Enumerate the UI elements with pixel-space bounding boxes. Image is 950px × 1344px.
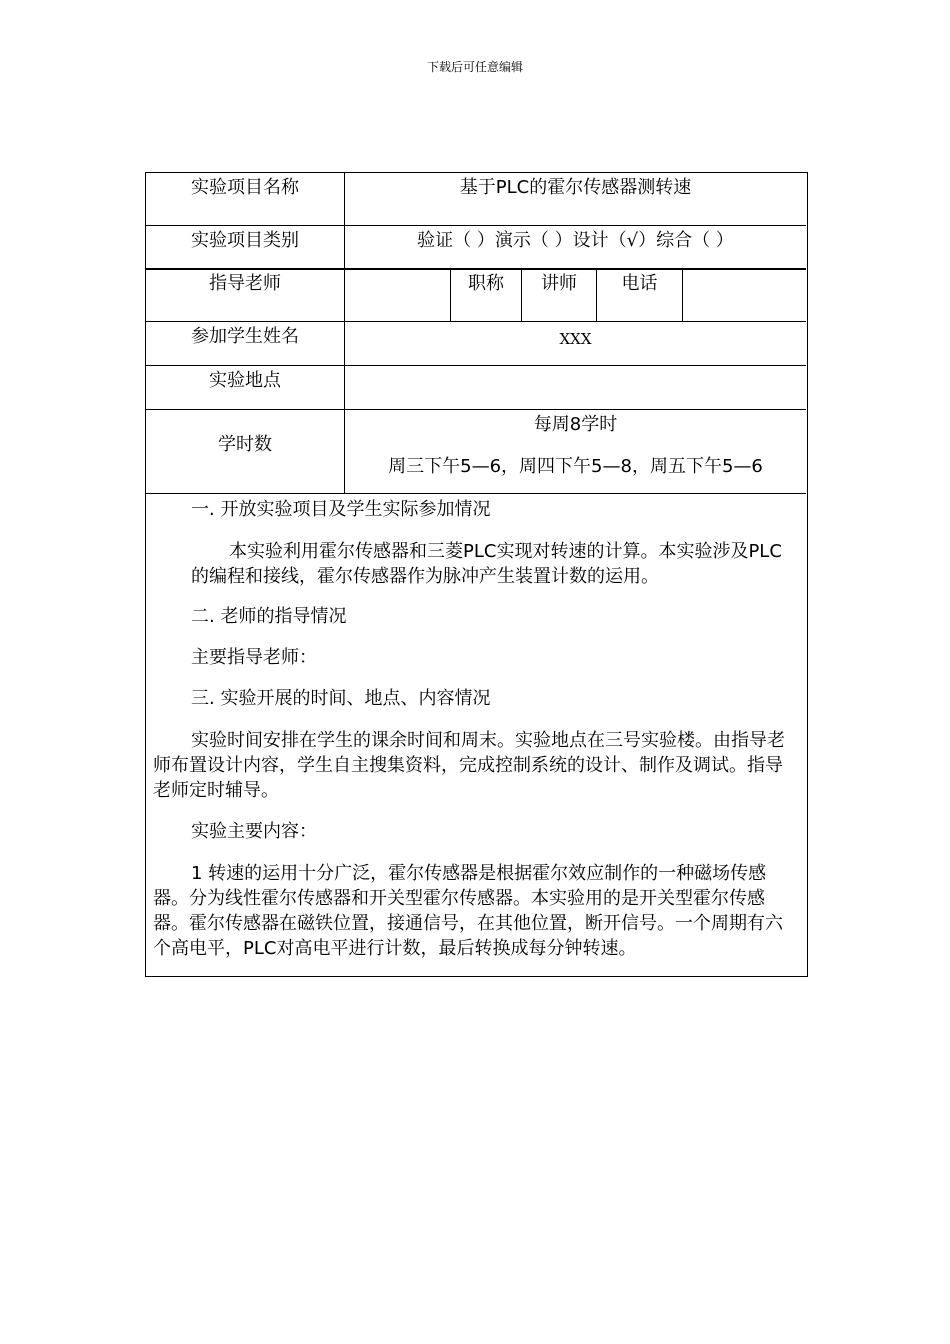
advisor-label: 指导老师 [209,273,281,294]
hours-per-week: 每周8学时 [533,414,618,435]
project-name-label: 实验项目名称 [191,177,299,198]
row-divider [146,225,806,226]
advisor-phone-label: 电话 [621,273,658,294]
row-divider [146,493,806,494]
location-label: 实验地点 [209,370,281,391]
row-divider [146,268,806,270]
hours-schedule: 周三下午5—6，周四下午5—8，周五下午5—6 [388,456,763,477]
experiment-form [145,172,808,977]
section-3-paragraph: 实验时间安排在学生的课余时间和周末。实验地点在三号实验楼。由指导老师布置设计内容，学生自主搜集资料，完成控制系统的设计、制作及调试。指导老师定时辅导。 [153,730,785,801]
advisor-title-value: 讲师 [541,273,577,294]
section-2-title: 二. 老师的指导情况 [191,606,347,627]
section-1-paragraph: 本实验利用霍尔传感器和三菱PLC实现对转速的计算。本实验涉及PLC的编程和接线，霍尔传感器作为脉冲产生装置计数的运用。 [191,541,782,587]
main-content-label: 实验主要内容： [191,821,317,842]
advisor-cell-divider [682,268,683,321]
project-name-value: 基于PLC的霍尔传感器测转速 [459,177,692,198]
section-2-advisor: 主要指导老师： [191,647,317,668]
hours-label: 学时数 [218,434,272,455]
students-value: XXX [559,330,592,348]
main-content-paragraph: 1 转速的运用十分广泛，霍尔传感器是根据霍尔效应制作的一种磁场传感器。分为线性霍尔传感器和开关型霍尔传感器。本实验用的是开关型霍尔传感器。霍尔传感器在磁铁位置，接通信号，在其他位置，断开信号。一个周期有六个高电平，PLC对高电平进行计数，最后转换成每分钟转速。 [153,863,783,959]
project-type-value: 验证（ ）演示（ ）设计（√）综合（ ） [417,230,734,251]
advisor-title-label: 职称 [468,273,504,294]
row-divider [146,409,806,410]
row-divider [146,321,806,322]
row-divider [146,365,806,366]
students-label: 参加学生姓名 [191,326,299,347]
section-3-title: 三. 实验开展的时间、地点、内容情况 [191,688,491,709]
header-note: 下载后可任意编辑 [426,60,523,74]
project-type-label: 实验项目类别 [191,230,299,251]
section-1-title: 一. 开放实验项目及学生实际参加情况 [191,499,491,520]
